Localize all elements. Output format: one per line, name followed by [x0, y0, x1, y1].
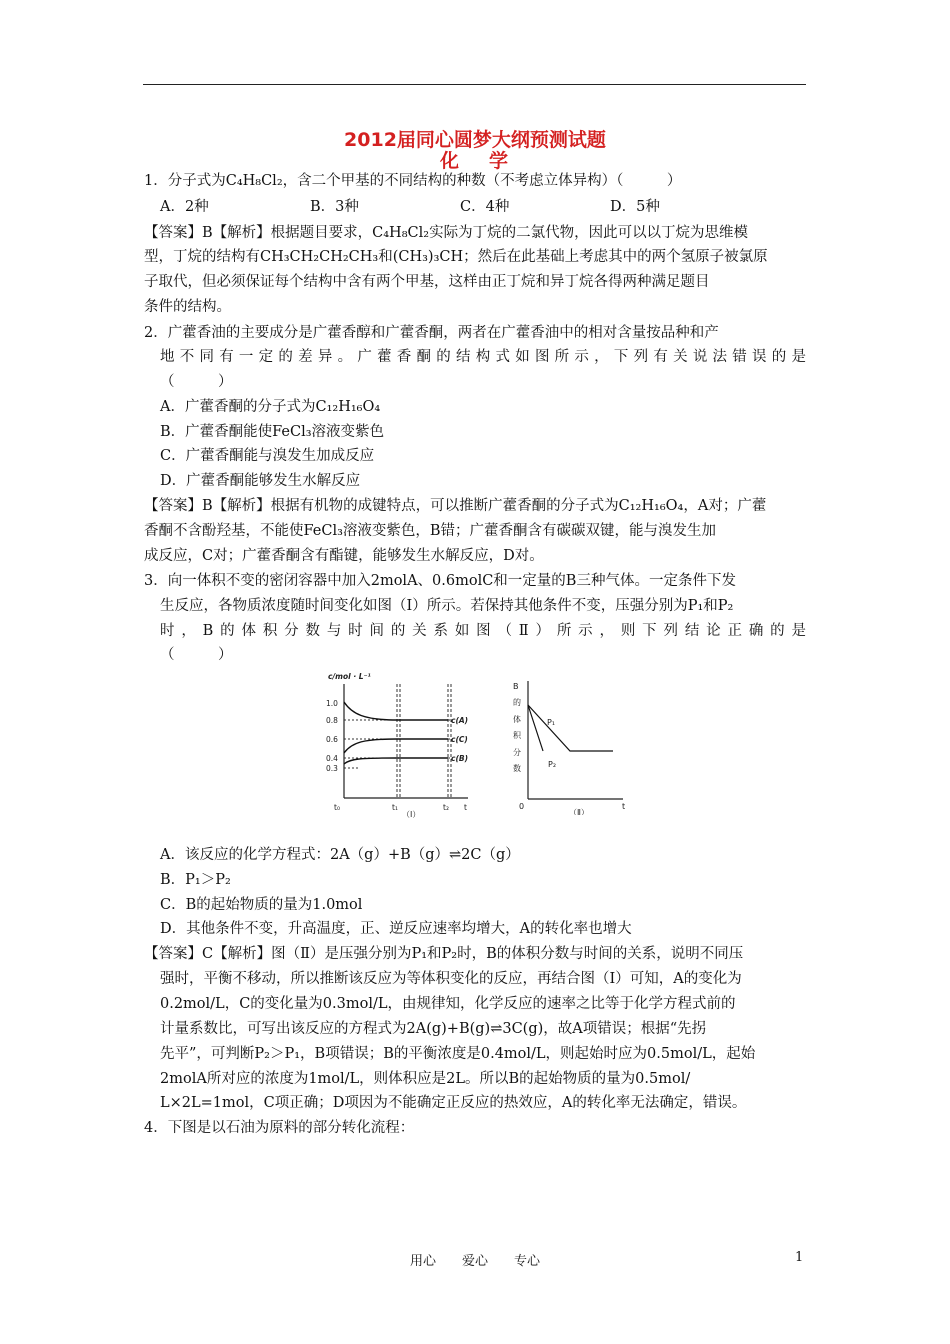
- q3-answer-line: 计量系数比，可写出该反应的方程式为2A(g)+B(g)⇌3C(g)，故A项错误；根据“先拐: [160, 1021, 707, 1037]
- fig2-ylabel: 积: [513, 731, 521, 740]
- q4-stem: 4．下图是以石油为原料的部分转化流程：: [144, 1120, 415, 1136]
- footer-text: 用心 爱心 专心: [409, 1254, 540, 1269]
- q1-answer-line: 子取代，但必须保证每个结构中含有两个甲基，这样由正丁烷和异丁烷各得两种满足题目: [144, 274, 710, 290]
- q1-option-d: D．5种: [610, 199, 660, 215]
- fig2-xlabel: t: [622, 802, 626, 811]
- q3-option-d: D．其他条件不变，升高温度，正、逆反应速率均增大，A的转化率也增大: [160, 921, 632, 937]
- page-title: 2012届同心圆梦大纲预测试题: [344, 129, 606, 151]
- fig1-xtick: t₀: [334, 803, 340, 812]
- fig1-series-label: c(B): [451, 754, 469, 763]
- q3-option-c: C．B的起始物质的量为1.0mol: [160, 897, 363, 913]
- q3-stem-line: 3．向一体积不变的密闭容器中加入2molA、0.6molC和一定量的B三种气体。一定条件下发: [144, 573, 736, 589]
- fig2-ylabel: 的: [513, 698, 521, 707]
- fig2-curve-p2: [528, 705, 543, 751]
- q3-stem-line: （ ）: [160, 647, 233, 663]
- fig1-xtick: t₁: [392, 803, 398, 812]
- fig1-ylabel: c/mol · L⁻¹: [328, 672, 371, 681]
- q2-stem-line: 2．广藿香油的主要成分是广藿香醇和广藿香酮，两者在广藿香油中的相对含量按品种和产: [144, 325, 719, 341]
- fig1-ytick: 0.3: [326, 764, 338, 773]
- q3-answer-line: L×2L=1mol，C项正确；D项因为不能确定正反应的热效应，A的转化率无法确定，错误。: [160, 1095, 747, 1111]
- fig1-series-label: c(A): [451, 716, 469, 725]
- header-rule: [143, 84, 806, 85]
- fig1-xtick: t: [464, 803, 467, 812]
- fig1-curve-b: [344, 758, 448, 764]
- q1-answer-line: 型，丁烷的结构有CH₃CH₂CH₂CH₃和(CH₃)₃CH；然后在此基础上考虑其中的两个氢原子被氯原: [144, 249, 768, 265]
- subject-title: 化 学: [439, 150, 511, 172]
- q2-option-b: B．广藿香酮能使FeCl₃溶液变紫色: [160, 424, 385, 440]
- fig1-caption: （Ⅰ）: [402, 810, 421, 818]
- q1-answer-line: 【答案】B【解析】根据题目要求，C₄H₈Cl₂实际为丁烷的二氯代物，因此可以以丁烷为思维模: [144, 225, 749, 241]
- figure-concentration-time: [318, 668, 478, 818]
- q3-option-b: B．P₁＞P₂: [160, 872, 231, 888]
- fig2-p2-label: P₂: [548, 760, 557, 769]
- figure-volume-fraction: [505, 675, 635, 815]
- q1-option-b: B．3种: [310, 199, 359, 215]
- q3-stem-line: 时，B的体积分数与时间的关系如图（Ⅱ）所示，则下列结论正确的是: [160, 623, 806, 639]
- q2-option-a: A．广藿香酮的分子式为C₁₂H₁₆O₄: [160, 399, 381, 415]
- fig2-p1-label: P₁: [547, 718, 556, 727]
- q2-stem-line: 地不同有一定的差异。广藿香酮的结构式如图所示，下列有关说法错误的是: [160, 349, 806, 365]
- fig2-ylabel: 分: [513, 748, 521, 757]
- fig1-curve-c: [344, 739, 448, 753]
- q2-option-d: D．广藿香酮能够发生水解反应: [160, 473, 361, 489]
- fig2-ylabel: B: [513, 682, 519, 691]
- q3-answer-line: 2molA所对应的浓度为1mol/L，则体积应是2L。所以B的起始物质的量为0.5mol/: [160, 1071, 691, 1087]
- q2-option-c: C．广藿香酮能与溴发生加成反应: [160, 448, 375, 464]
- q3-answer-line: 【答案】C【解析】图（Ⅱ）是压强分别为P₁和P₂时，B的体积分数与时间的关系，说明不同压: [144, 946, 744, 962]
- q1-answer-line: 条件的结构。: [144, 299, 231, 315]
- fig1-ytick: 0.8: [326, 716, 338, 725]
- q2-answer-line: 香酮不含酚羟基，不能使FeCl₃溶液变紫色，B错；广藿香酮含有碳碳双键，能与溴发生加: [144, 523, 717, 539]
- q1-stem: 1．分子式为C₄H₈Cl₂，含二个甲基的不同结构的种数（不考虑立体异构）（ ）: [144, 173, 682, 189]
- page-number: 1: [795, 1250, 804, 1265]
- q3-option-a: A．该反应的化学方程式：2A（g）+B（g）⇌2C（g）: [160, 847, 520, 863]
- q2-answer-line: 成反应，C对；广藿香酮含有酯键，能够发生水解反应，D对。: [144, 548, 544, 564]
- q1-option-a: A．2种: [160, 199, 209, 215]
- fig1-ytick: 0.4: [326, 754, 338, 763]
- q3-answer-line: 强时，平衡不移动，所以推断该反应为等体积变化的反应，再结合图（Ⅰ）可知，A的变化为: [160, 971, 742, 987]
- fig2-origin: 0: [519, 802, 525, 811]
- fig1-ytick: 1.0: [326, 699, 338, 708]
- q3-answer-line: 0.2mol/L，C的变化量为0.3mol/L，由规律知，化学反应的速率之比等于化学方程式前的: [160, 996, 736, 1012]
- q3-answer-line: 先平”，可判断P₂＞P₁，B项错误；B的平衡浓度是0.4mol/L，则起始时应为0.5mol/L，起始: [160, 1046, 756, 1062]
- fig2-ylabel: 体: [513, 715, 521, 724]
- q3-stem-line: 生反应，各物质浓度随时间变化如图（Ⅰ）所示。若保持其他条件不变，压强分别为P₁和P₂: [160, 598, 734, 614]
- fig2-caption: （Ⅱ）: [569, 808, 589, 815]
- fig1-xtick: t₂: [443, 803, 449, 812]
- q1-option-c: C．4种: [460, 199, 510, 215]
- fig1-curve-a: [344, 702, 448, 720]
- fig1-ytick: 0.6: [326, 735, 338, 744]
- fig2-ylabel: 数: [513, 764, 521, 773]
- q2-stem-line: （ ）: [160, 374, 233, 390]
- fig1-series-label: c(C): [451, 735, 468, 744]
- q2-answer-line: 【答案】B【解析】根据有机物的成键特点，可以推断广藿香酮的分子式为C₁₂H₁₆O₄，A对；广藿: [144, 498, 767, 514]
